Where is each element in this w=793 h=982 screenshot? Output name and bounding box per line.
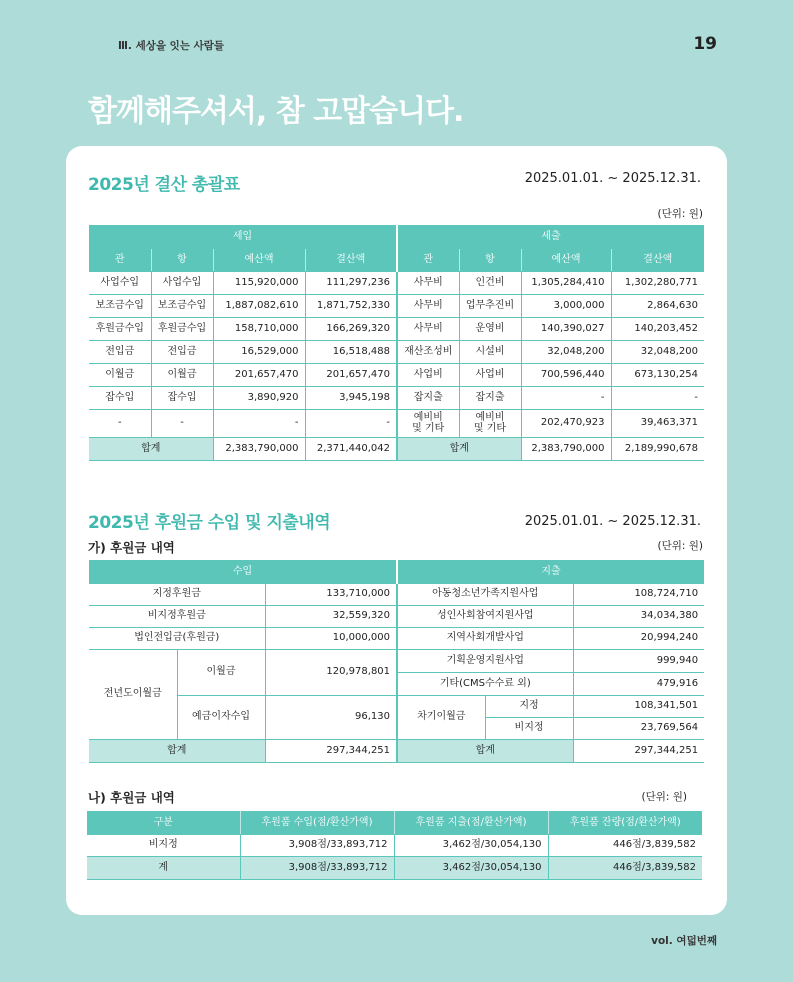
table-row [89,294,704,317]
column-header: 예산액 [521,248,611,271]
cell: 2,371,440,042 [305,437,397,460]
column-header: 예산액 [213,248,305,271]
table-row [89,605,704,627]
table-row [89,583,704,605]
cell: 23,769,564 [573,717,704,739]
column-header: 결산액 [611,248,704,271]
cell: 지역사회개발사업 [397,627,573,649]
cell: 34,034,380 [573,605,704,627]
cell: 32,048,200 [611,340,704,363]
settlement-unit: (단위: 원) [657,208,703,220]
goods-unit: (단위: 원) [641,791,687,803]
cell: 20,994,240 [573,627,704,649]
cell: 지정 [485,695,573,717]
cell: 10,000,000 [265,627,397,649]
cell: 115,920,000 [213,271,305,294]
cell: 예비비 및 기타 [397,409,459,437]
cell: - [89,409,151,437]
cell: 예금이자수입 [177,695,265,739]
donation-goods-table [87,811,702,880]
cell: 사업수입 [89,271,151,294]
donation-title: 2025년 후원금 수입 및 지출내역 [88,513,331,533]
donation-money-table [89,560,704,763]
table-row [89,271,704,294]
cell: 운영비 [459,317,521,340]
cell: 140,390,027 [521,317,611,340]
cell: 전입금 [89,340,151,363]
total-label: 계 [87,856,240,879]
cell: 999,940 [573,649,704,672]
table-row [89,317,704,340]
total-label: 합계 [89,739,265,762]
table-row [89,409,704,437]
settlement-table [89,225,704,461]
cell: 446점/3,839,582 [548,834,702,856]
cell: 보조금수입 [89,294,151,317]
cell: 기타(CMS수수료 외) [397,672,573,695]
cell: 재산조성비 [397,340,459,363]
page-number: 19 [693,34,717,54]
cell: 201,657,470 [305,363,397,386]
table-row [89,386,704,409]
cell: 3,000,000 [521,294,611,317]
cell: 비지정후원금 [89,605,265,627]
total-label: 합계 [397,437,521,460]
cell: 사업비 [459,363,521,386]
total-row [87,856,702,879]
cell: 비지정 [485,717,573,739]
cell: 사무비 [397,294,459,317]
column-header: 항 [459,248,521,271]
cell: 이월금 [151,363,213,386]
cell: 39,463,371 [611,409,704,437]
cell: 사업비 [397,363,459,386]
cell: 120,978,801 [265,649,397,695]
cell: 기획운영지원사업 [397,649,573,672]
cell: - [305,409,397,437]
table-row [89,649,704,672]
cell: - [611,386,704,409]
cell: 297,344,251 [265,739,397,762]
cell: 비지정 [87,834,240,856]
table-row [89,627,704,649]
cell: 인건비 [459,271,521,294]
column-header: 구분 [87,811,240,834]
cell: 잡수입 [89,386,151,409]
cell: 32,559,320 [265,605,397,627]
table-row [87,834,702,856]
total-row [89,739,704,762]
cell: 3,908점/33,893,712 [240,834,394,856]
cell: 158,710,000 [213,317,305,340]
cell: - [213,409,305,437]
expense-header: 지출 [397,560,704,583]
cell: 전입금 [151,340,213,363]
total-row [89,437,704,460]
cell: 108,341,501 [573,695,704,717]
cell: 16,529,000 [213,340,305,363]
income-header: 수입 [89,560,397,583]
cell: 차기이월금 [397,695,485,739]
column-header: 항 [151,248,213,271]
table-row [89,363,704,386]
cell: 1,871,752,330 [305,294,397,317]
income-header: 세입 [89,225,397,248]
cell: 사무비 [397,271,459,294]
cell: 297,344,251 [573,739,704,762]
cell: 후원금수입 [89,317,151,340]
cell: 1,302,280,771 [611,271,704,294]
page-headline: 함께해주셔서, 참 고맙습니다. [88,94,464,129]
cell: 잡지출 [459,386,521,409]
column-header: 후원품 수입(점/환산가액) [240,811,394,834]
cell: 673,130,254 [611,363,704,386]
cell: 3,462점/30,054,130 [394,856,548,879]
cell: 133,710,000 [265,583,397,605]
cell: - [521,386,611,409]
column-header: 관 [397,248,459,271]
cell: 446점/3,839,582 [548,856,702,879]
expense-header: 세출 [397,225,704,248]
cell: 법인전입금(후원금) [89,627,265,649]
total-label: 합계 [397,739,573,762]
cell: 111,297,236 [305,271,397,294]
cell: 후원금수입 [151,317,213,340]
goods-title: 나) 후원금 내역 [88,790,175,805]
cell: 3,890,920 [213,386,305,409]
cell: 479,916 [573,672,704,695]
cell: 201,657,470 [213,363,305,386]
cell: 140,203,452 [611,317,704,340]
cell: 잡지출 [397,386,459,409]
cell: 아동청소년가족지원사업 [397,583,573,605]
cell: 96,130 [265,695,397,739]
cell: 이월금 [177,649,265,695]
cell: 업무추진비 [459,294,521,317]
column-header: 후원품 잔량(점/환산가액) [548,811,702,834]
table-row [89,695,704,717]
section-label: Ⅲ. 세상을 잇는 사람들 [118,40,225,52]
cell: 시설비 [459,340,521,363]
column-header: 후원품 지출(점/환산가액) [394,811,548,834]
cell: 이월금 [89,363,151,386]
cell: 1,305,284,410 [521,271,611,294]
cell: 2,383,790,000 [213,437,305,460]
volume-label: vol. 여덟번째 [651,935,717,947]
donation-period: 2025.01.01. ~ 2025.12.31. [524,514,701,529]
cell: 2,189,990,678 [611,437,704,460]
cell: 사업수입 [151,271,213,294]
cell: 202,470,923 [521,409,611,437]
cell: 16,518,488 [305,340,397,363]
settlement-title: 2025년 결산 총괄표 [88,175,240,195]
money-title: 가) 후원금 내역 [88,540,175,555]
cell: 108,724,710 [573,583,704,605]
column-header: 결산액 [305,248,397,271]
cell: 사무비 [397,317,459,340]
cell: 3,945,198 [305,386,397,409]
cell: 3,462점/30,054,130 [394,834,548,856]
column-header: 관 [89,248,151,271]
table-row [89,340,704,363]
cell: 1,887,082,610 [213,294,305,317]
cell: 166,269,320 [305,317,397,340]
cell: 성인사회참여지원사업 [397,605,573,627]
cell: 32,048,200 [521,340,611,363]
cell: 잡수입 [151,386,213,409]
cell: 3,908점/33,893,712 [240,856,394,879]
cell: 보조금수입 [151,294,213,317]
cell: 700,596,440 [521,363,611,386]
settlement-period: 2025.01.01. ~ 2025.12.31. [524,171,701,186]
cell: 지정후원금 [89,583,265,605]
cell: 전년도이월금 [89,649,177,739]
money-unit: (단위: 원) [657,540,703,552]
total-label: 합계 [89,437,213,460]
cell: 예비비 및 기타 [459,409,521,437]
cell: - [151,409,213,437]
cell: 2,383,790,000 [521,437,611,460]
cell: 2,864,630 [611,294,704,317]
